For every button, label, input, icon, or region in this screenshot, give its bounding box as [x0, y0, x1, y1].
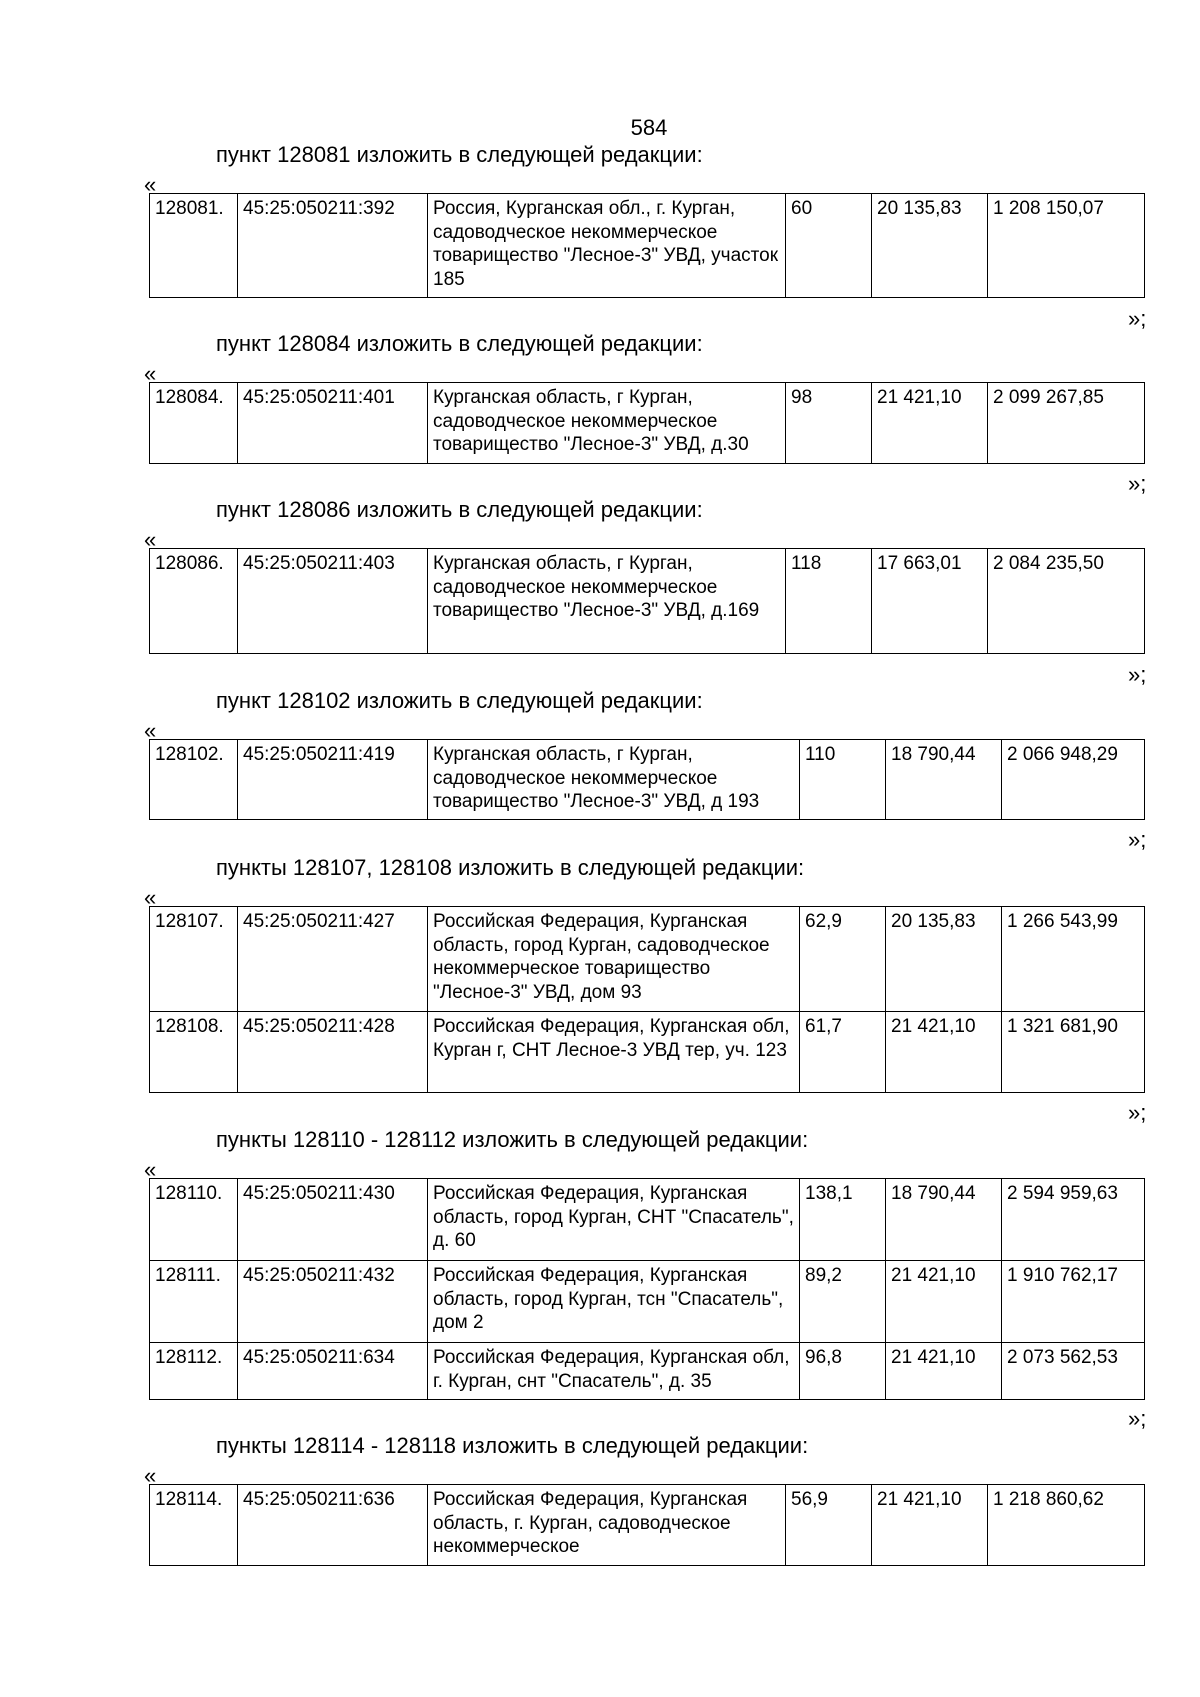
- cadastral-number: 45:25:050211:430: [238, 1179, 428, 1261]
- open-quote: «: [144, 885, 157, 910]
- area: 56,9: [786, 1485, 872, 1566]
- cadastral-value: 1 208 150,07: [988, 194, 1145, 298]
- cadastral-number: 45:25:050211:403: [238, 549, 428, 654]
- register-table: [149, 382, 1145, 464]
- open-quote: «: [144, 718, 157, 743]
- cadastral-value: 1 910 762,17: [1002, 1261, 1145, 1343]
- address: Курганская область, г Курган, садоводческое некоммерческое товарищество "Лесное-3" УВД, д 193: [428, 740, 800, 820]
- item-number: 128084.: [150, 383, 238, 464]
- register-table: [149, 906, 1145, 1093]
- table-row: [150, 194, 1145, 298]
- open-quote: «: [144, 527, 157, 552]
- close-quote: »;: [1128, 471, 1147, 496]
- close-quote: »;: [1128, 662, 1147, 687]
- cadastral-number: 45:25:050211:392: [238, 194, 428, 298]
- register-table: [149, 193, 1145, 298]
- item-number: 128102.: [150, 740, 238, 820]
- table-row: [150, 549, 1145, 654]
- address: Российская Федерация, Курганская обл, Курган г, СНТ Лесное-3 УВД тер, уч. 123: [428, 1012, 800, 1093]
- item-number: 128114.: [150, 1485, 238, 1566]
- open-quote: «: [144, 1157, 157, 1182]
- cadastral-value: 1 218 860,62: [988, 1485, 1145, 1566]
- cadastral-value: 2 073 562,53: [1002, 1343, 1145, 1400]
- section-heading: пункт 128102 изложить в следующей редакции:: [216, 688, 703, 713]
- address: Россия, Курганская обл., г. Курган, садоводческое некоммерческое товарищество "Лесное-3" УВД, участок 185: [428, 194, 786, 298]
- address: Российская Федерация, Курганская область, город Курган, садоводческое некоммерческое товарищество "Лесное-3" УВД, дом 93: [428, 907, 800, 1012]
- register-table: [149, 548, 1145, 654]
- table-row: [150, 1485, 1145, 1566]
- area: 118: [786, 549, 872, 654]
- unit-value: 21 421,10: [872, 383, 988, 464]
- cadastral-number: 45:25:050211:428: [238, 1012, 428, 1093]
- unit-value: 20 135,83: [886, 907, 1002, 1012]
- address: Российская Федерация, Курганская область, город Курган, СНТ "Спасатель", д. 60: [428, 1179, 800, 1261]
- cadastral-number: 45:25:050211:636: [238, 1485, 428, 1566]
- close-quote: »;: [1128, 1100, 1147, 1125]
- open-quote: «: [144, 172, 157, 197]
- area: 61,7: [800, 1012, 886, 1093]
- register-table: [149, 739, 1145, 820]
- area: 60: [786, 194, 872, 298]
- item-number: 128112.: [150, 1343, 238, 1400]
- cadastral-number: 45:25:050211:634: [238, 1343, 428, 1400]
- table-row: [150, 1343, 1145, 1400]
- cadastral-value: 1 266 543,99: [1002, 907, 1145, 1012]
- table-row: [150, 1179, 1145, 1261]
- close-quote: »;: [1128, 827, 1147, 852]
- table-row: [150, 740, 1145, 820]
- register-table: [149, 1484, 1145, 1566]
- area: 98: [786, 383, 872, 464]
- cadastral-number: 45:25:050211:427: [238, 907, 428, 1012]
- unit-value: 21 421,10: [872, 1485, 988, 1566]
- unit-value: 18 790,44: [886, 740, 1002, 820]
- unit-value: 21 421,10: [886, 1012, 1002, 1093]
- item-number: 128111.: [150, 1261, 238, 1343]
- open-quote: «: [144, 361, 157, 386]
- cadastral-number: 45:25:050211:432: [238, 1261, 428, 1343]
- table-row: [150, 1012, 1145, 1093]
- unit-value: 21 421,10: [886, 1261, 1002, 1343]
- address: Курганская область, г Курган, садоводческое некоммерческое товарищество "Лесное-3" УВД, д.30: [428, 383, 786, 464]
- area: 110: [800, 740, 886, 820]
- cadastral-value: 2 084 235,50: [988, 549, 1145, 654]
- cadastral-value: 2 099 267,85: [988, 383, 1145, 464]
- close-quote: »;: [1128, 306, 1147, 331]
- item-number: 128110.: [150, 1179, 238, 1261]
- unit-value: 20 135,83: [872, 194, 988, 298]
- section-heading: пункты 128110 - 128112 изложить в следующей редакции:: [216, 1127, 809, 1152]
- section-heading: пункты 128114 - 128118 изложить в следующей редакции:: [216, 1433, 809, 1458]
- item-number: 128108.: [150, 1012, 238, 1093]
- address: Российская Федерация, Курганская обл, г. Курган, снт "Спасатель", д. 35: [428, 1343, 800, 1400]
- close-quote: »;: [1128, 1406, 1147, 1431]
- section-heading: пункт 128081 изложить в следующей редакции:: [216, 142, 703, 167]
- page-number: 584: [630, 115, 668, 140]
- register-table: [149, 1178, 1145, 1400]
- unit-value: 17 663,01: [872, 549, 988, 654]
- table-row: [150, 383, 1145, 464]
- item-number: 128081.: [150, 194, 238, 298]
- area: 62,9: [800, 907, 886, 1012]
- section-heading: пункты 128107, 128108 изложить в следующей редакции:: [216, 855, 805, 880]
- address: Российская Федерация, Курганская область, город Курган, тсн "Спасатель", дом 2: [428, 1261, 800, 1343]
- cadastral-number: 45:25:050211:419: [238, 740, 428, 820]
- unit-value: 18 790,44: [886, 1179, 1002, 1261]
- open-quote: «: [144, 1463, 157, 1488]
- cadastral-value: 2 594 959,63: [1002, 1179, 1145, 1261]
- item-number: 128107.: [150, 907, 238, 1012]
- unit-value: 21 421,10: [886, 1343, 1002, 1400]
- address: Российская Федерация, Курганская область, г. Курган, садоводческое некоммерческое: [428, 1485, 786, 1566]
- cadastral-value: 2 066 948,29: [1002, 740, 1145, 820]
- table-row: [150, 907, 1145, 1012]
- section-heading: пункт 128084 изложить в следующей редакции:: [216, 331, 703, 356]
- section-heading: пункт 128086 изложить в следующей редакции:: [216, 497, 703, 522]
- cadastral-value: 1 321 681,90: [1002, 1012, 1145, 1093]
- table-row: [150, 1261, 1145, 1343]
- item-number: 128086.: [150, 549, 238, 654]
- area: 138,1: [800, 1179, 886, 1261]
- area: 89,2: [800, 1261, 886, 1343]
- address: Курганская область, г Курган, садоводческое некоммерческое товарищество "Лесное-3" УВД, д.169: [428, 549, 786, 654]
- area: 96,8: [800, 1343, 886, 1400]
- cadastral-number: 45:25:050211:401: [238, 383, 428, 464]
